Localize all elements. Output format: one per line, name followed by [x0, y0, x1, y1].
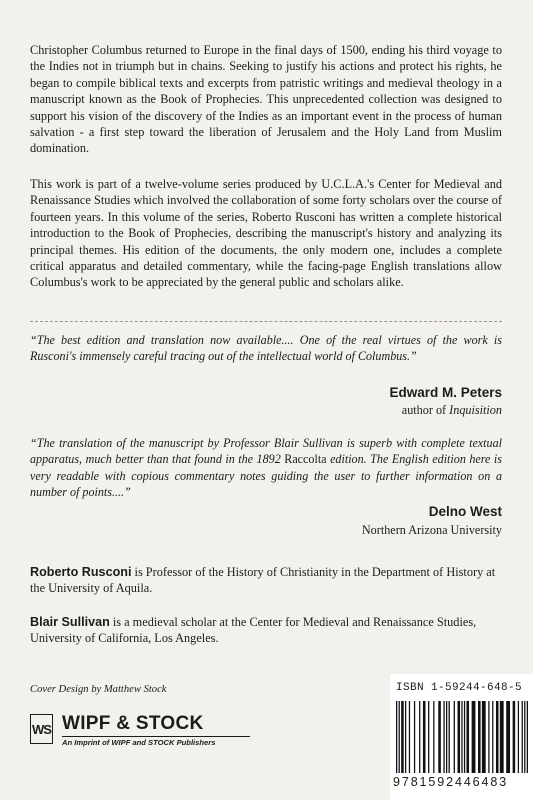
endorsement-quote-2	[30, 435, 502, 501]
barcode-panel	[390, 674, 533, 800]
barcode-bar	[446, 701, 447, 773]
barcode-bar	[396, 701, 397, 773]
endorser-name-2: Delno West	[428, 504, 502, 519]
barcode-bar	[496, 701, 499, 773]
barcode-bar	[492, 701, 493, 773]
publisher-logo	[30, 713, 250, 753]
barcode-icon	[396, 701, 528, 773]
endorser-affiliation-2: Northern Arizona University	[361, 523, 502, 537]
barcode-bar	[472, 701, 476, 773]
barcode-bar	[401, 701, 404, 773]
barcode-bar	[414, 701, 415, 773]
barcode-bar	[399, 701, 400, 773]
barcode-bar	[443, 701, 444, 773]
barcode-bar	[449, 701, 450, 773]
barcode-bar	[419, 701, 420, 773]
publisher-tagline: An Imprint of WIPF and STOCK Publishers	[62, 738, 216, 747]
barcode-bar	[500, 701, 504, 773]
barcode-bar	[466, 701, 469, 773]
book-title: Inquisition	[449, 403, 502, 417]
bio-name: Blair Sullivan	[30, 615, 110, 629]
endorser-affiliation-1	[402, 403, 502, 418]
quote-roman-word: Raccolta	[284, 452, 327, 467]
barcode-bar	[454, 701, 455, 773]
barcode-bar	[405, 701, 406, 773]
description-paragraph-2: This work is part of a twelve-volume series produced by U.C.L.A.'s Center for Medieval and Renaissance Studies which involved the collaboration of some forty scholars over the course of fourteen years. In this volume of the series, Roberto Rusconi has written a complete historical introduction to the Book of Prophecies, describing the manuscript's history and analyzing its principal themes. His edition of the documents, the only modern one, includes a complete critical apparatus and detailed commentary, while the facing-page English translations allow Columbus's work to be appreciated by the general public and scholars alike.	[30, 177, 502, 290]
barcode-bar	[428, 701, 429, 773]
barcode-bar	[423, 701, 426, 773]
bio-name: Roberto Rusconi	[30, 565, 132, 579]
barcode-bar	[527, 701, 528, 773]
ean-number: 9781592446483	[393, 775, 509, 789]
bio-text: is Professor of the History of Christianity in the Department of History at the University of Aquila.	[30, 565, 496, 596]
barcode-bar	[522, 701, 523, 773]
bio-text: is a medieval scholar at the Center for Medieval and Renaissance Studies, University of California, Los Angeles.	[30, 615, 477, 646]
isbn-text: ISBN 1-59244-648-5	[396, 682, 523, 694]
author-bio-1	[30, 564, 502, 597]
barcode-bar	[464, 701, 465, 773]
section-divider	[30, 321, 502, 322]
publisher-name: WIPF & STOCK	[62, 713, 204, 734]
barcode-bar	[488, 701, 489, 773]
publisher-mark-icon: WS	[30, 714, 53, 744]
description-paragraph-1: Christopher Columbus returned to Europe in the final days of 1500, ending his third voyage to the Indies not in triumph but in chains. Seeking to justify his actions and protect his rights, he began to compile biblical texts and excerpts from patristic writings and medieval theology in a manuscript known as the Book of Prophecies. This unprecedented collection was designed to support his vision of the discovery of the Indies as an important event in the process of human salvation - a first step toward the liberation of Jerusalem and the Holy Land from Muslim domination.	[30, 43, 502, 156]
barcode-bar	[478, 701, 481, 773]
barcode-bar	[438, 701, 441, 773]
affiliation-prefix: author of	[401, 403, 450, 417]
barcode-bar	[524, 701, 525, 773]
cover-design-credit: Cover Design by Matthew Stock	[30, 684, 167, 695]
barcode-bar	[506, 701, 510, 773]
barcode-bar	[461, 701, 462, 773]
barcode-bar	[433, 701, 434, 773]
barcode-bar	[458, 701, 461, 773]
quote-part: edition. The English edition here is very readable with copious commentary notes guiding the user to further information on a number of points....”	[30, 452, 502, 500]
publisher-rule	[62, 736, 250, 737]
endorsement-quote-1: “The best edition and translation now available.... One of the real virtues of the work is Rusconi's immensely careful tracing out of the intellectual world of Columbus.”	[30, 333, 502, 364]
endorser-name-1: Edward M. Peters	[389, 385, 502, 400]
quote-part: “The translation of the manuscript by Professor Blair Sullivan is superb with complete textual apparatus, much better than that found in the 1892	[30, 436, 502, 467]
barcode-bar	[518, 701, 519, 773]
barcode-bar	[409, 701, 410, 773]
barcode-bar	[482, 701, 486, 773]
author-bio-2	[30, 614, 502, 647]
barcode-bar	[513, 701, 516, 773]
